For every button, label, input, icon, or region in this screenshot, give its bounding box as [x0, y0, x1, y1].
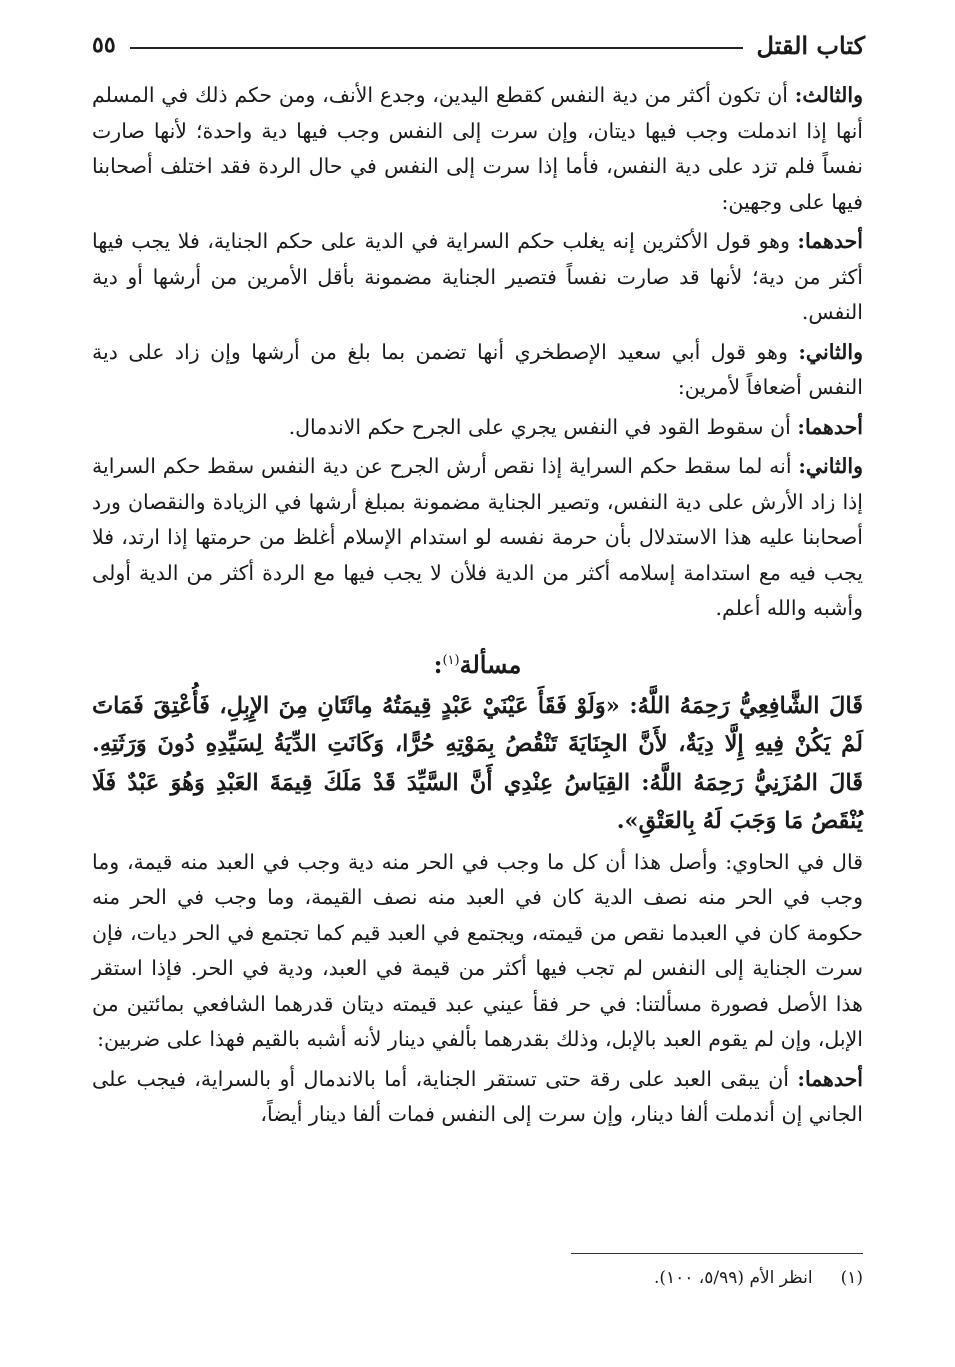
paragraph-ahaduhuma-1 — [92, 224, 863, 331]
paragraph-lead: والثاني: — [798, 339, 863, 364]
paragraph-lead: والثاني: — [798, 454, 863, 478]
page-body — [92, 78, 863, 1137]
paragraph-thani-2 — [92, 449, 863, 627]
paragraph-ahaduhuma-2 — [92, 410, 863, 446]
paragraph-text: أن يبقى العبد على رقة حتى تستقر الجناية، أما بالاندمال أو بالسراية، فيجب على الجاني إن أندملت ألفا دينار، وإن سرت إلى النفس فمات ألفا دينار أيضاً، — [92, 1066, 863, 1126]
paragraph-text: أن سقوط القود في النفس يجري على الجرح حكم الاندمال. — [288, 414, 791, 439]
running-header — [92, 28, 865, 62]
footnote-rule — [571, 1253, 863, 1254]
masala-heading-text: مسألة — [459, 649, 522, 679]
footnote-text: انظر الأم (٥/٩٩، ١٠٠). — [653, 1268, 813, 1288]
header-rule — [130, 47, 743, 49]
paragraph-text: قال في الحاوي: وأصل هذا أن كل ما وجب في الحر منه دية وجب في العبد منه قيمة، وما وجب في الحر منه نصف الدية كان في العبد منه نصف القيمة، وما وجب في الحر منه حكومة كان في العبدما نقص من قيمته، ويجتمع في العبد قيم كما تجتمع في الحر ديات، فإن سرت الجناية إلى النفس لم تجب فيها أكثر من قيمة في العبد، ودية في الحر. فإذا استقر هذا الأصل فصورة مسألتنا: في حر فقأ عيني عبد قيمته ديتان قدرهما الشافعي بمائتين من الإبل، وإن لم يقوم العبد بالإبل، وذلك بقدرهما بألفي دينار لأنه أشبه بالقيم فهذا على ضربين: — [92, 849, 863, 1051]
footnote — [92, 1264, 863, 1292]
page-number: ٥٥ — [92, 32, 116, 58]
masala-heading — [92, 641, 863, 685]
paragraph-lead: والثالث: — [794, 83, 863, 107]
paragraph-text: وهو قول الأكثرين إنه يغلب حكم السراية في الدية على حكم الجناية، فلا يجب فيها أكثر من دية؛ لأنها قد صارت نفساً فتصير الجناية مضمونة بأقل الأمرين من أرشها أو دية النفس. — [92, 229, 863, 324]
paragraph-thalith — [92, 78, 863, 220]
paragraph-lead: أحدهما: — [797, 229, 863, 253]
paragraph-text: أن تكون أكثر من دية النفس كقطع اليدين، وجدع الأنف، ومن حكم ذلك في المسلم أنها إذا اندملت وجب فيها ديتان، وإن سرت إلى النفس وجب فيها دية واحدة؛ لأنها صارت نفساً فلم تزد على دية النفس، فأما إذا سرت إلى النفس في حال الردة فقد اختلف أصحابنا فيها على وجهين: — [92, 83, 863, 214]
paragraph-lead: أحدهما: — [797, 414, 863, 439]
shafii-quote: قَالَ الشَّافِعِيُّ رَحِمَهُ اللَّهُ: «وَلَوْ فَقَأَ عَيْنَيْ عَبْدٍ قِيمَتُهُ مِائَتَانِ مِنَ الإِبِلِ، فَأُعْتِقَ فَمَاتَ لَمْ يَكُنْ فِيهِ إِلَّا دِيَةٌ، لأَنَّ الجِنَايَةَ تَنْقُصُ بِمَوْتِهِ حُرًّا، وَكَانَتِ الدِّيَةُ لِسَيِّدِهِ دُونَ وَرَثَتِهِ. قَالَ المُزَنِيُّ رَحِمَهُ اللَّهُ: القِيَاسُ عِنْدِي أَنَّ السَّيِّدَ قَدْ مَلَكَ قِيمَةَ العَبْدِ وَهُوَ عَبْدٌ فَلَا يُنْقَصُ مَا وَجَبَ لَهُ بِالعَتْقِ». — [92, 692, 863, 834]
paragraph-lead: أحدهما: — [797, 1066, 863, 1091]
paragraph-ahaduhuma-3 — [92, 1062, 863, 1133]
paragraph-thani-1 — [92, 335, 863, 406]
chapter-title: كتاب القتل — [756, 30, 865, 60]
paragraph-text: أنه لما سقط حكم السراية إذا نقص أرش الجرح عن دية النفس سقط حكم السراية إذا زاد الأرش على دية النفس، وتصير الجناية مضمونة بمبلغ أرشها في الزيادة والنقصان ورد أصحابنا عليه هذا الاستدلال بأن حرمة نفسه لو استدام الإسلام أغلظ من حرمتها إذا ارتد، فلا يجب فيه مع استدامة إسلامه أكثر من الدية فلأن لا يجب فيها مع الردة أكثر من الدية أولى وأشبه والله أعلم. — [92, 454, 863, 620]
paragraph-hawi — [92, 845, 863, 1058]
masala-heading-colon: : — [433, 649, 443, 679]
paragraph-text: وهو قول أبي سعيد الإصطخري أنها تضمن بما بلغ من أرشها وإن زاد على دية النفس أضعافاً لأمرين: — [92, 339, 863, 399]
footnote-number: (١) — [840, 1268, 863, 1288]
footnote-marker: (١) — [442, 652, 460, 668]
